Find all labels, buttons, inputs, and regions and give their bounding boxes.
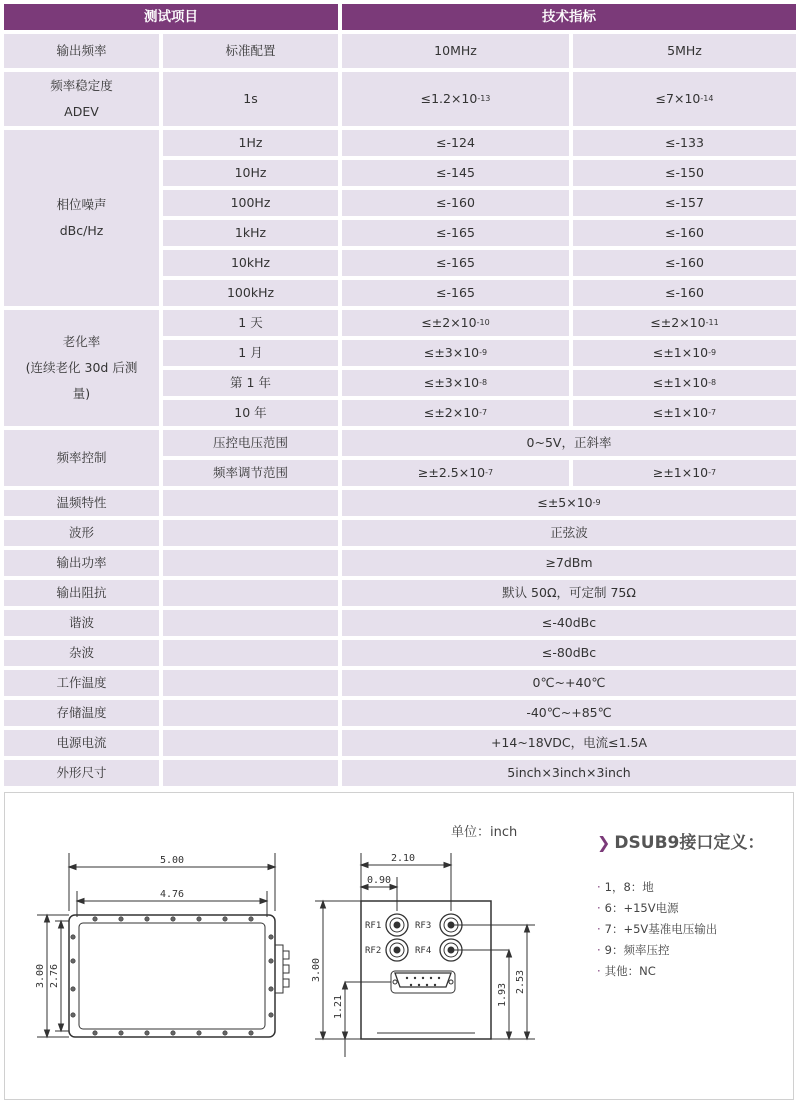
harmonics-label: 谐波 [4,610,159,636]
storage-temp-blank [163,700,338,726]
pin-text: 9：频率压控 [604,943,670,957]
top-view [35,853,289,1037]
aging-10mhz-base: ≤±3×10 [423,345,480,360]
adev-10mhz-base: ≤1.2×10 [420,91,478,106]
storage-temp-value: -40℃~+85℃ [342,700,796,726]
aging-label-line2: (连续老化 30d 后测 [25,360,138,375]
freq-control-voltage-label: 压控电压范围 [163,430,338,456]
aging-10mhz-base: ≤±2×10 [421,315,477,330]
temp-char-base: ≤±5×10 [537,495,593,510]
operating-temp-blank [163,670,338,696]
freq-control-tuning-5mhz: ≥±1×10 -7 [573,460,796,486]
dsub-title-text: DSUB9接口定义： [614,833,765,853]
temp-char-value: ≤±5×10 -9 [342,490,796,516]
dim-front-height: 3.00 [311,957,322,983]
adev-label-line1: 频率稳定度 [50,78,113,93]
dim-height-inner: 2.76 [49,963,60,989]
aging-period: 1 月 [163,340,338,366]
aging-10mhz: ≤±3×10 -9 [342,340,569,366]
dim-rf-high: 2.53 [515,969,526,995]
mechanical-drawing [5,793,565,1093]
mechanical-drawing-panel [4,792,794,1100]
rf4-label: RF4 [415,946,432,956]
freq-control-tuning-10mhz: ≥±2.5×10 -7 [342,460,569,486]
phase-noise-10mhz: ≤-145 [342,160,569,186]
aging-5mhz-base: ≤±1×10 [652,405,709,420]
bullet-icon: · [597,901,601,915]
dsub-pin-list [597,877,717,982]
aging-5mhz-base: ≤±2×10 [650,315,706,330]
operating-temp-label: 工作温度 [4,670,159,696]
aging-5mhz: ≤±1×10 -8 [573,370,796,396]
phase-noise-label [4,130,159,306]
chevron-right-icon: ❯ [597,833,611,852]
freq-control-label: 频率控制 [4,430,159,486]
aging-10mhz-base: ≤±2×10 [423,405,480,420]
dim-width-outer: 5.00 [159,855,185,866]
phase-noise-10mhz: ≤-124 [342,130,569,156]
dim-dsub-height: 1.21 [333,994,344,1020]
aging-5mhz: ≤±1×10 -7 [573,400,796,426]
bullet-icon: · [597,964,601,978]
output-frequency-5mhz: 5MHz [573,34,796,68]
phase-noise-10mhz: ≤-160 [342,190,569,216]
output-impedance-blank [163,580,338,606]
rf3-label: RF3 [415,921,432,931]
rf1-connector [386,914,408,936]
waveform-value: 正弦波 [342,520,796,546]
dim-front-width: 2.10 [390,853,416,864]
aging-label [4,310,159,426]
output-frequency-10mhz: 10MHz [342,34,569,68]
phase-noise-10mhz: ≤-165 [342,250,569,276]
power-supply-value: +14~18VDC，电流≤1.5A [342,730,796,756]
aging-period: 1 天 [163,310,338,336]
spurious-value: ≤-80dBc [342,640,796,666]
phase-noise-5mhz: ≤-160 [573,220,796,246]
dsub9-connector [391,971,455,993]
adev-label-line2: ADEV [64,104,99,119]
output-power-label: 输出功率 [4,550,159,576]
dim-rf-low: 1.93 [497,982,508,1008]
adev-tau: 1s [163,72,338,126]
aging-5mhz-base: ≤±1×10 [652,345,709,360]
aging-5mhz: ≤±2×10 -11 [573,310,796,336]
pin-item [597,877,717,898]
pin-text: 1，8：地 [604,880,654,894]
phase-noise-5mhz: ≤-150 [573,160,796,186]
aging-label-line1: 老化率 [62,334,101,349]
power-supply-label: 电源电流 [4,730,159,756]
top-view-lid [79,923,265,1029]
adev-5mhz: ≤7×10 -14 [573,72,796,126]
phase-noise-offset: 10kHz [163,250,338,276]
side-connector [275,945,283,993]
adev-label [4,72,159,126]
header-spec: 技术指标 [342,4,796,30]
output-power-blank [163,550,338,576]
dim-width-inner: 4.76 [159,889,185,900]
header-test-item: 测试项目 [4,4,338,30]
freq-control-tuning-label: 频率调节范围 [163,460,338,486]
phase-noise-offset: 100Hz [163,190,338,216]
aging-5mhz-base: ≤±1×10 [652,375,709,390]
phase-noise-offset: 1kHz [163,220,338,246]
aging-period: 10 年 [163,400,338,426]
harmonics-blank [163,610,338,636]
rf2-connector [386,939,408,961]
dsub-title [597,828,764,853]
aging-10mhz: ≤±2×10 -10 [342,310,569,336]
power-supply-blank [163,730,338,756]
pin-item [597,898,717,919]
phase-noise-offset: 10Hz [163,160,338,186]
phase-noise-10mhz: ≤-165 [342,280,569,306]
dim-height-outer: 3.00 [35,963,46,989]
aging-10mhz-base: ≤±3×10 [423,375,480,390]
phase-noise-10mhz: ≤-165 [342,220,569,246]
tuning-5mhz-base: ≥±1×10 [652,465,709,480]
rf2-label: RF2 [365,946,382,956]
pin-item [597,961,717,982]
pin-text: 6：+15V电源 [604,901,679,915]
waveform-label: 波形 [4,520,159,546]
phase-noise-label-line1: 相位噪声 [56,197,107,212]
phase-noise-5mhz: ≤-133 [573,130,796,156]
bullet-icon: · [597,922,601,936]
waveform-blank [163,520,338,546]
pin-item [597,940,717,961]
aging-label-line3: 量) [72,386,91,401]
dimensions-blank [163,760,338,786]
bullet-icon: · [597,880,601,894]
adev-10mhz: ≤1.2×10 -13 [342,72,569,126]
phase-noise-5mhz: ≤-157 [573,190,796,216]
aging-10mhz: ≤±2×10 -7 [342,400,569,426]
dimensions-label: 外形尺寸 [4,760,159,786]
harmonics-value: ≤-40dBc [342,610,796,636]
phase-noise-offset: 100kHz [163,280,338,306]
phase-noise-offset: 1Hz [163,130,338,156]
output-frequency-label: 输出频率 [4,34,159,68]
freq-control-voltage-value: 0~5V，正斜率 [342,430,796,456]
aging-5mhz: ≤±1×10 -9 [573,340,796,366]
top-view-body [69,915,275,1037]
output-frequency-config: 标准配置 [163,34,338,68]
output-impedance-value: 默认 50Ω，可定制 75Ω [342,580,796,606]
aging-period: 第 1 年 [163,370,338,396]
temp-char-label: 温频特性 [4,490,159,516]
bullet-icon: · [597,943,601,957]
storage-temp-label: 存储温度 [4,700,159,726]
temp-char-blank [163,490,338,516]
spurious-blank [163,640,338,666]
tuning-10mhz-base: ≥±2.5×10 [417,465,486,480]
output-impedance-label: 输出阻抗 [4,580,159,606]
pin-text: 其他：NC [604,964,656,978]
output-power-value: ≥7dBm [342,550,796,576]
aging-10mhz: ≤±3×10 -8 [342,370,569,396]
front-view [311,853,535,1057]
adev-5mhz-base: ≤7×10 [655,91,701,106]
spurious-label: 杂波 [4,640,159,666]
rf1-label: RF1 [365,921,382,931]
phase-noise-5mhz: ≤-160 [573,280,796,306]
dimensions-value: 5inch×3inch×3inch [342,760,796,786]
phase-noise-label-line2: dBc/Hz [59,223,104,238]
pin-text: 7：+5V基准电压输出 [604,922,718,936]
dim-rf-offset: 0.90 [366,875,392,886]
screw-holes [71,917,273,1035]
phase-noise-5mhz: ≤-160 [573,250,796,276]
pin-item [597,919,717,940]
operating-temp-value: 0℃~+40℃ [342,670,796,696]
unit-label: 单位：inch [451,825,518,840]
